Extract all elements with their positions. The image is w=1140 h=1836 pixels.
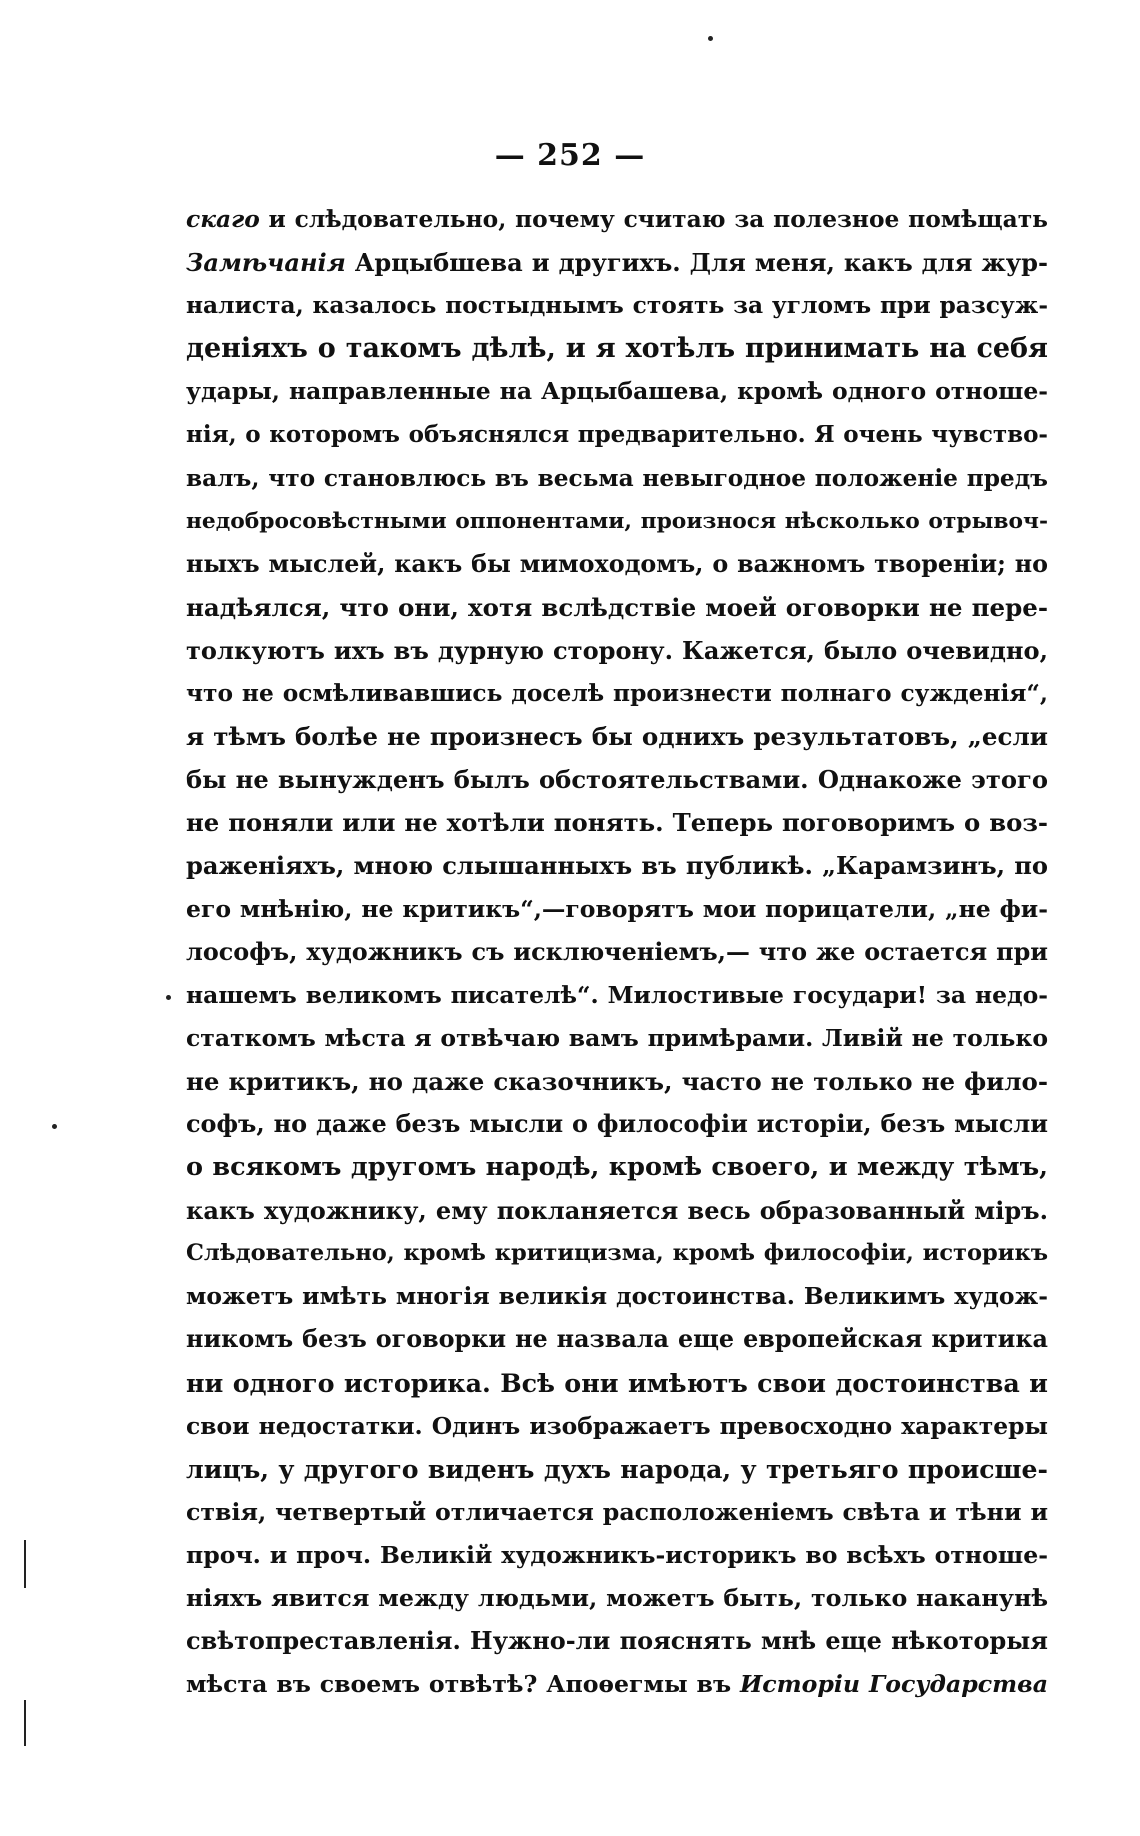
text-segment: недобросовѣстными оппонентами, произнося нѣсколько отрывоч- — [186, 508, 1048, 534]
text-segment: Слѣдовательно, кромѣ критицизма, кромѣ философіи, историкъ — [186, 1240, 1048, 1267]
text-line — [186, 1189, 1048, 1232]
body-text — [186, 198, 1048, 1706]
text-line — [186, 327, 1048, 370]
text-line — [186, 1577, 1048, 1620]
text-line — [186, 413, 1048, 456]
text-line — [186, 241, 1048, 284]
text-line — [186, 888, 1048, 931]
text-line — [186, 1060, 1048, 1103]
text-line — [186, 198, 1048, 241]
text-line — [186, 629, 1048, 672]
text-segment: лософъ, художникъ съ исключеніемъ,— что же остается при — [186, 937, 1048, 966]
text-segment: удары, направленные на Арцыбашева, кромѣ одного отноше- — [186, 377, 1048, 406]
italic-text: Замѣчанія — [186, 248, 346, 278]
text-line — [186, 1663, 1048, 1706]
text-segment: можетъ имѣть многія великія достоинства. Великимъ худож- — [186, 1282, 1048, 1311]
text-segment: свои недостатки. Одинъ изображаетъ превосходно характеры — [186, 1411, 1048, 1440]
scan-speck — [166, 995, 171, 1000]
text-segment: статкомъ мѣста я отвѣчаю вамъ примѣрами. Ливій не только — [186, 1023, 1048, 1052]
scan-speck — [52, 1124, 57, 1129]
scan-speck — [708, 36, 713, 41]
text-line — [186, 1275, 1048, 1318]
text-segment: нія, о которомъ объяснялся предварительно. Я очень чувство- — [186, 421, 1048, 449]
text-segment: валъ, что становлюсь въ весьма невыгодное положеніе предъ — [186, 464, 1048, 492]
text-segment: нашемъ великомъ писателѣ“. Милостивые государи! за недо- — [186, 980, 1048, 1009]
text-segment: ствія, четвертый отличается расположеніемъ свѣта и тѣни и — [186, 1497, 1048, 1526]
text-line — [186, 801, 1048, 844]
text-line — [186, 1405, 1048, 1448]
text-line — [186, 844, 1048, 887]
text-segment: никомъ безъ оговорки не назвала еще европейская критика — [186, 1325, 1048, 1354]
text-segment: бы не вынужденъ былъ обстоятельствами. Однакоже этого — [186, 765, 1048, 795]
margin-line — [24, 1700, 26, 1746]
text-line — [186, 758, 1048, 801]
text-segment: толкуютъ ихъ въ дурную сторону. Кажется, было очевидно, — [186, 635, 1048, 665]
text-segment: не критикъ, но даже сказочникъ, часто не только не фило- — [186, 1066, 1048, 1096]
text-segment: Арцыбшева и другихъ. Для меня, какъ для жур- — [345, 248, 1048, 278]
text-line — [186, 1534, 1048, 1577]
text-segment: свѣтопреставленія. Нужно-ли пояснять мнѣ еще нѣкоторыя — [186, 1627, 1048, 1656]
text-segment: надѣялся, что они, хотя вслѣдствіе моей оговорки не пере- — [186, 592, 1048, 622]
text-segment: что не осмѣливавшись доселѣ произнести полнаго сужденія“, — [186, 680, 1048, 708]
text-segment: я тѣмъ болѣе не произнесъ бы однихъ результатовъ, „если — [186, 722, 1048, 752]
text-segment: ніяхъ явится между людьми, можетъ быть, только наканунѣ — [186, 1584, 1048, 1612]
text-line — [186, 1318, 1048, 1361]
text-line — [186, 1448, 1048, 1491]
text-segment: налиста, казалось постыднымъ стоять за угломъ при разсуж- — [186, 292, 1048, 320]
text-line — [186, 1620, 1048, 1663]
text-line — [186, 500, 1048, 543]
text-line — [186, 457, 1048, 500]
text-line — [186, 370, 1048, 413]
text-segment: ныхъ мыслей, какъ бы мимоходомъ, о важномъ твореніи; но — [186, 549, 1048, 578]
text-segment: и слѣдовательно, почему считаю за полезное помѣщать — [259, 206, 1048, 233]
text-segment: мѣста въ своемъ отвѣтѣ? Апоѳегмы въ — [186, 1670, 740, 1699]
page-number: — 252 — — [494, 138, 646, 173]
text-line — [186, 1146, 1048, 1189]
text-line — [186, 715, 1048, 758]
text-line — [186, 931, 1048, 974]
text-segment: деніяхъ о такомъ дѣлѣ, и я хотѣлъ принимать на себя — [186, 333, 1048, 365]
text-segment: лицъ, у другого виденъ духъ народа, у третьяго происше- — [186, 1453, 1048, 1484]
text-line — [186, 1491, 1048, 1534]
text-segment: проч. и проч. Великій художникъ-историкъ во всѣхъ отноше- — [186, 1540, 1048, 1569]
text-segment: раженіяхъ, мною слышанныхъ въ публикѣ. „Карамзинъ, по — [186, 851, 1048, 881]
text-line — [186, 1362, 1048, 1405]
margin-line — [24, 1540, 26, 1588]
text-line — [186, 672, 1048, 715]
text-segment: не поняли или не хотѣли понять. Теперь поговоримъ о воз- — [186, 808, 1048, 838]
text-line — [186, 1232, 1048, 1275]
text-line — [186, 284, 1048, 327]
text-line — [186, 974, 1048, 1017]
text-segment: о всякомъ другомъ народѣ, кромѣ своего, и между тѣмъ, — [186, 1152, 1048, 1183]
text-segment: его мнѣнію, не критикъ“,—говорятъ мои порицатели, „не фи- — [186, 894, 1048, 923]
text-line — [186, 543, 1048, 586]
italic-text: скаго — [186, 206, 260, 233]
text-segment: софъ, но даже безъ мысли о философіи исторіи, безъ мысли — [186, 1109, 1048, 1138]
text-segment: ни одного историка. Всѣ они имѣютъ свои достоинства и — [186, 1367, 1048, 1398]
text-line — [186, 1017, 1048, 1060]
text-line — [186, 586, 1048, 629]
text-segment: какъ художнику, ему покланяется весь образованный міръ. — [186, 1196, 1048, 1226]
text-line — [186, 1103, 1048, 1146]
italic-text: Исторіи Государства — [739, 1670, 1048, 1699]
